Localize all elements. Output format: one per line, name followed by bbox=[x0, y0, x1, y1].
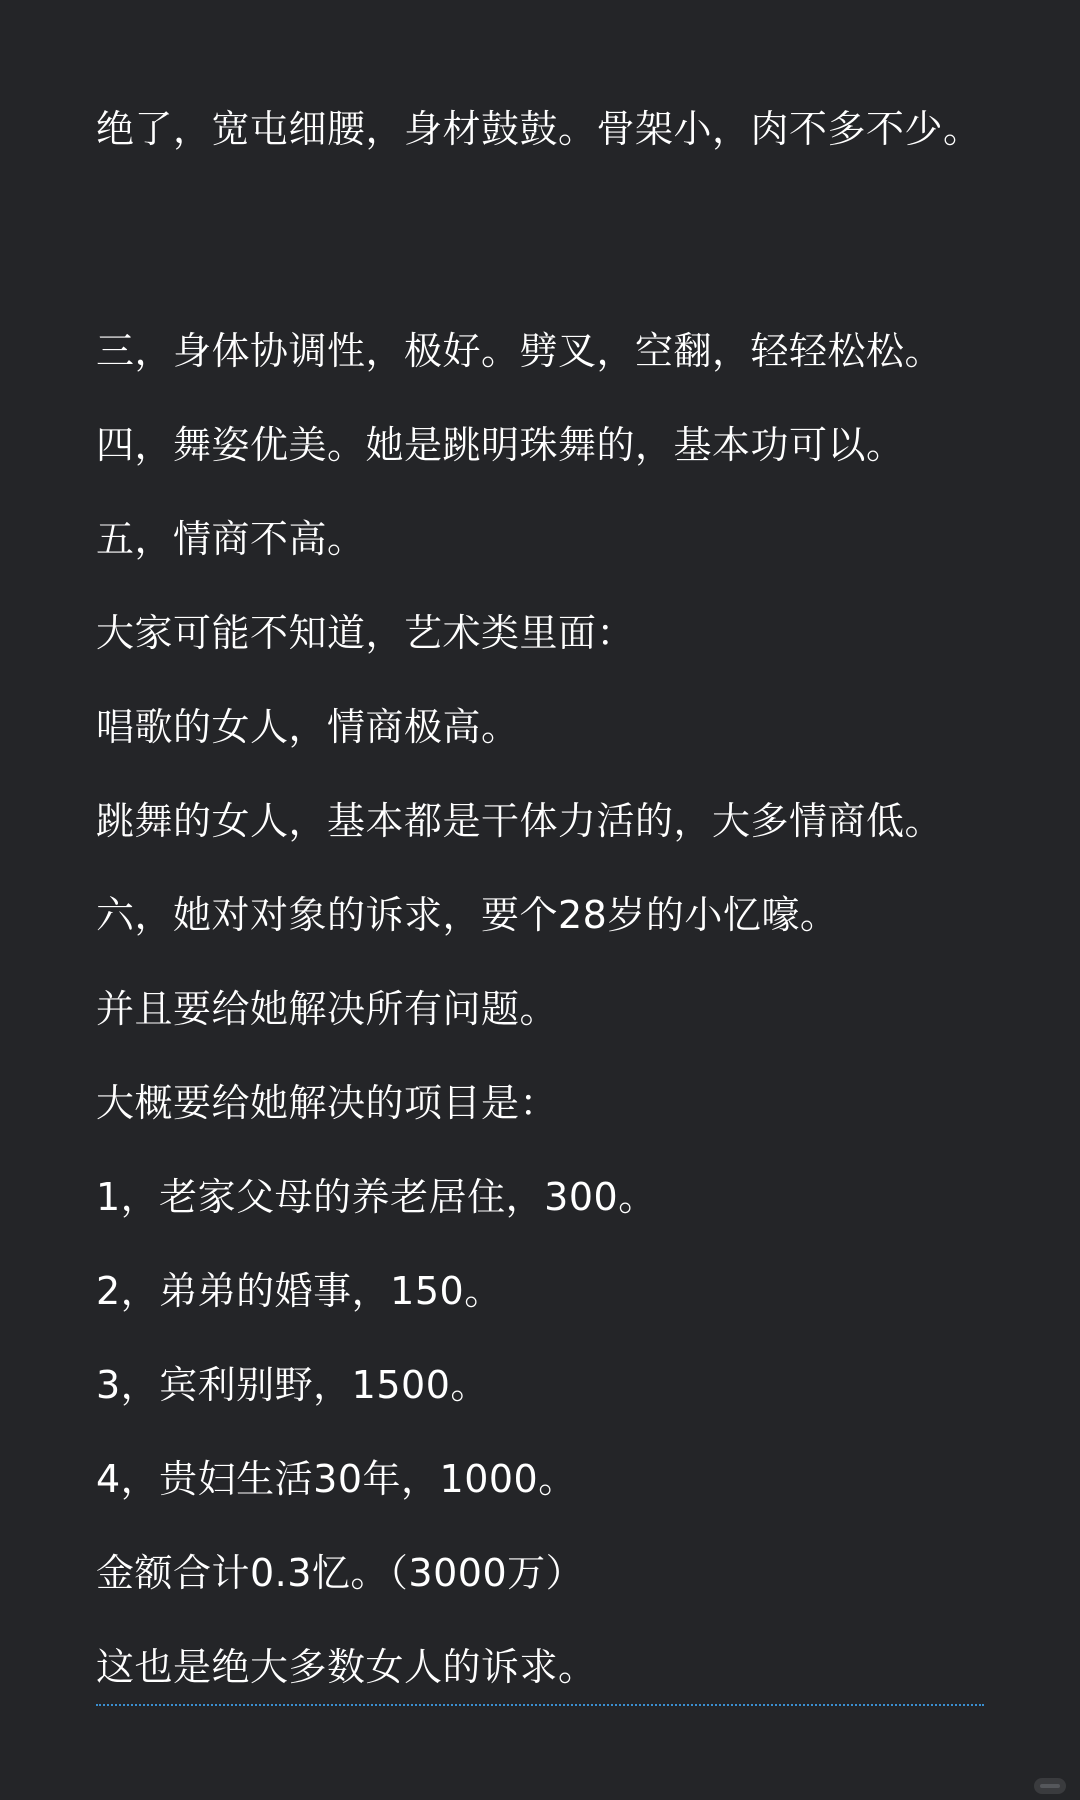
article-paragraph: 四，舞姿优美。她是跳明珠舞的，基本功可以。 bbox=[96, 423, 905, 467]
article-paragraph: 并且要给她解决所有问题。 bbox=[96, 987, 559, 1031]
article-paragraph: 2，弟弟的婚事，150。 bbox=[96, 1269, 503, 1313]
article-paragraph: 1，老家父母的养老居住，300。 bbox=[96, 1175, 657, 1219]
article-paragraph: 跳舞的女人，基本都是干体力活的，大多情商低。 bbox=[96, 799, 944, 843]
article-paragraph: 唱歌的女人，情商极高。 bbox=[96, 705, 520, 749]
article-paragraph: 3，宾利别野，1500。 bbox=[96, 1363, 489, 1407]
article-paragraph: 4，贵妇生活30年，1000。 bbox=[96, 1457, 577, 1501]
article-paragraph: 金额合计0.3忆。（3000万） bbox=[96, 1551, 585, 1595]
article-paragraph: 大家可能不知道，艺术类里面： bbox=[96, 611, 636, 655]
article-paragraph: 五，情商不高。 bbox=[96, 517, 366, 561]
article-paragraph: 大概要给她解决的项目是： bbox=[96, 1081, 559, 1125]
dotted-divider bbox=[96, 1704, 984, 1706]
watermark-icon bbox=[1034, 1778, 1066, 1794]
article-paragraph: 这也是绝大多数女人的诉求。 bbox=[96, 1645, 597, 1689]
article-paragraph: 三，身体协调性，极好。劈叉，空翻，轻轻松松。 bbox=[96, 329, 944, 373]
article-paragraph: 六，她对对象的诉求，要个28岁的小忆嚎。 bbox=[96, 893, 839, 937]
article-paragraph: 绝了，宽屯细腰，身材鼓鼓。骨架小，肉不多不少。 bbox=[96, 107, 982, 151]
